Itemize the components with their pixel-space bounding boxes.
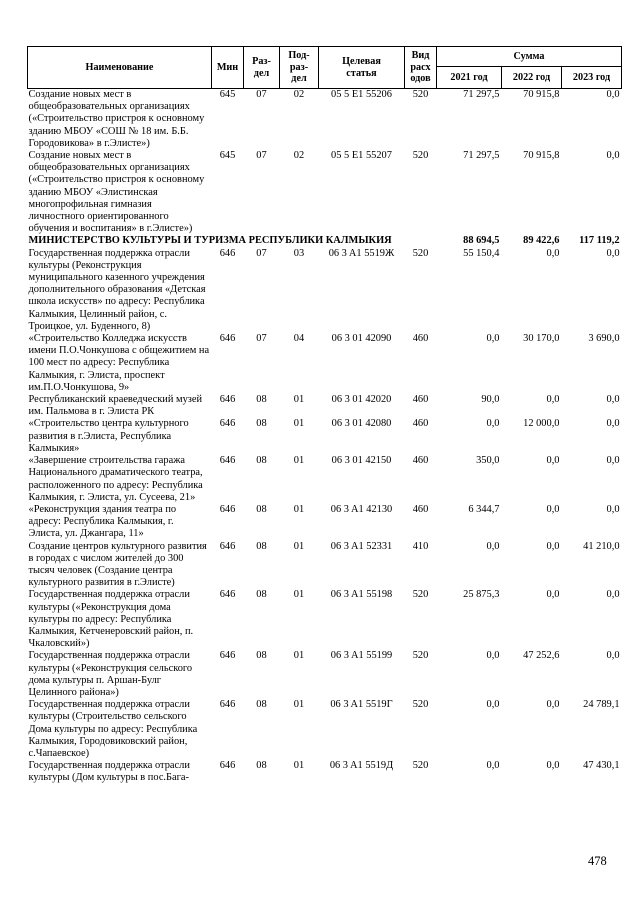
cell-name: Государственная поддержка отрасли культуры («Реконструкция сельского дома культуры п. Аршан-Булг Целинного района»)	[28, 650, 193, 698]
cell-name: Государственная поддержка отрасли культуры (Реконструкция муниципального казенного учреждения дополнительного образования «Детская школа искусств» по адресу: Республика Калмыкия, Целинный район, с. Троицкое, ул. Буденного, 8)	[28, 247, 206, 332]
cell-subsection: 03	[293, 247, 305, 259]
cell-type: 520	[412, 589, 429, 601]
cell-subsection: 01	[293, 455, 305, 467]
cell-min: 645	[219, 89, 236, 100]
table-row	[28, 248, 622, 333]
ministry-name: МИНИСТЕРСТВО КУЛЬТУРЫ И ТУРИЗМА РЕСПУБЛИКИ КАЛМЫКИЯ	[28, 235, 392, 247]
cell-y2022: 89 422,6	[523, 235, 560, 247]
table-row	[28, 418, 622, 455]
cell-y2021: 0,0	[486, 540, 500, 552]
cell-y2021: 0,0	[486, 699, 500, 711]
cell-y2023: 24 789,1	[583, 699, 620, 711]
cell-y2021: 90,0	[481, 394, 500, 406]
cell-section: 07	[256, 247, 267, 259]
header-target: Целевая статья	[319, 47, 405, 89]
cell-y2022: 70 915,8	[523, 150, 560, 162]
cell-min: 646	[219, 394, 236, 406]
cell-y2022: 0,0	[546, 589, 560, 601]
cell-y2022: 0,0	[546, 455, 560, 467]
cell-y2023: 3 690,0	[588, 333, 620, 345]
cell-y2023: 0,0	[606, 503, 620, 515]
header-sum: Сумма	[437, 47, 622, 67]
table-body	[28, 89, 622, 785]
cell-y2023: 0,0	[606, 650, 620, 662]
cell-target: 06 3 A1 55198	[330, 589, 393, 601]
cell-name: «Строительство Колледжа искусств имени П.О.Чонкушова с общежитием на 100 мест по адресу: Республика Калмыкия, г. Элиста, проспект им.П.О.Чонкушова, 9»	[28, 333, 210, 393]
cell-subsection: 04	[293, 333, 305, 345]
header-name: Наименование	[28, 47, 212, 89]
header-subsection: Под- раз- дел	[280, 47, 319, 89]
cell-type: 520	[412, 699, 429, 711]
cell-y2022: 0,0	[546, 540, 560, 552]
cell-y2023: 0,0	[606, 589, 620, 601]
cell-y2023: 41 210,0	[583, 540, 620, 552]
cell-y2021: 0,0	[486, 650, 500, 662]
cell-min: 645	[219, 150, 236, 162]
cell-y2022: 0,0	[546, 699, 560, 711]
cell-y2021: 0,0	[486, 418, 500, 430]
cell-type: 520	[412, 150, 429, 162]
cell-target: 06 3 01 42090	[331, 333, 392, 345]
cell-min: 646	[219, 540, 236, 552]
cell-name: Создание центров культурного развития в городах с числом жителей до 300 тысяч человек (Создание центра культурного развития в г.Элисте)	[28, 540, 207, 589]
cell-subsection: 01	[293, 589, 305, 601]
cell-name: Государственная поддержка отрасли культуры (Строительство сельского Дома культуры по адресу: Республика Калмыкия, Городовиковский район, с.Чапаевское)	[28, 699, 198, 759]
cell-name: Государственная поддержка отрасли культуры (Дом культуры в пос.Бага-	[28, 760, 190, 784]
cell-y2022: 30 170,0	[523, 333, 560, 345]
cell-section: 08	[256, 589, 267, 601]
cell-y2022: 12 000,0	[523, 418, 560, 430]
cell-section: 08	[256, 455, 267, 467]
cell-type: 460	[412, 503, 429, 515]
header-type: Вид расх одов	[405, 47, 437, 89]
cell-section: 08	[256, 760, 267, 772]
cell-y2022: 0,0	[546, 760, 560, 772]
cell-y2022: 70 915,8	[523, 89, 560, 100]
cell-section: 08	[256, 503, 267, 515]
cell-type: 460	[412, 333, 429, 345]
cell-target: 06 3 A1 52331	[330, 540, 393, 552]
cell-section: 08	[256, 699, 267, 711]
cell-section: 08	[256, 418, 267, 430]
cell-subsection: 02	[293, 89, 305, 100]
cell-target: 06 3 A1 55199	[330, 650, 393, 662]
cell-type: 520	[412, 89, 429, 100]
cell-target: 06 3 A1 5519Г	[330, 699, 393, 711]
table-row	[28, 760, 622, 784]
cell-min: 646	[219, 418, 236, 430]
cell-y2022: 0,0	[546, 394, 560, 406]
cell-subsection: 01	[293, 418, 305, 430]
cell-y2021: 71 297,5	[463, 150, 500, 162]
cell-target: 06 3 A1 5519Ж	[328, 247, 395, 259]
cell-min: 646	[219, 503, 236, 515]
cell-type: 520	[412, 247, 429, 259]
cell-section: 08	[256, 394, 267, 406]
table-row	[28, 333, 622, 394]
table-row	[28, 504, 622, 541]
cell-target: 06 3 A1 42130	[330, 503, 393, 515]
cell-name: «Завершение строительства гаража Национального драматического театра, расположенного по адресу: Республика Калмыкия, г. Элиста, ул. Сусеева, 21»	[28, 455, 203, 503]
table-row	[28, 150, 622, 235]
table-row	[28, 541, 622, 590]
ministry-row	[28, 235, 622, 247]
cell-type: 520	[412, 650, 429, 662]
table-row	[28, 650, 622, 699]
cell-y2021: 55 150,4	[463, 247, 500, 259]
cell-type: 520	[412, 760, 429, 772]
cell-subsection: 01	[293, 760, 305, 772]
cell-target: 06 3 A1 5519Д	[329, 760, 394, 772]
cell-y2023: 0,0	[606, 150, 620, 162]
cell-type: 460	[412, 455, 429, 467]
table-row	[28, 89, 622, 151]
cell-min: 646	[219, 247, 236, 259]
cell-section: 07	[256, 333, 267, 345]
cell-target: 06 3 01 42150	[331, 455, 392, 467]
cell-y2023: 117 119,2	[579, 235, 620, 247]
header-2022: 2022 год	[502, 67, 562, 89]
cell-min: 646	[219, 333, 236, 345]
header-2023: 2023 год	[562, 67, 622, 89]
cell-min: 646	[219, 455, 236, 467]
cell-name: Создание новых мест в общеобразовательных организациях («Строительство пристроя к основному зданию МБОУ «Элистинская многопрофильная гимназия личностного ориентированного обучения и воспитания» в г.Элисте»)	[28, 150, 205, 235]
cell-y2023: 0,0	[606, 247, 620, 259]
cell-min: 646	[219, 760, 236, 772]
cell-y2021: 0,0	[486, 760, 500, 772]
cell-name: Государственная поддержка отрасли культуры («Реконструкция дома культуры по адресу: Республика Калмыкия, Кетченеровский район, п. Чкаловский»)	[28, 589, 194, 650]
cell-y2021: 350,0	[476, 455, 500, 467]
cell-y2023: 0,0	[606, 89, 620, 100]
cell-y2021: 88 694,5	[463, 235, 500, 247]
cell-subsection: 01	[293, 650, 305, 662]
cell-name: «Реконструкция здания театра по адресу: Республика Калмыкия, г. Элиста, ул. Джангара, 11»	[28, 503, 177, 540]
cell-type: 460	[412, 418, 429, 430]
table-row	[28, 699, 622, 760]
cell-min: 646	[219, 589, 236, 601]
cell-type: 460	[412, 394, 429, 406]
cell-target: 05 5 E1 55207	[331, 150, 392, 162]
cell-y2023: 47 430,1	[583, 760, 620, 772]
cell-target: 06 3 01 42080	[331, 418, 392, 430]
cell-name: Республиканский краеведческий музей им. Пальмова в г. Элиста РК	[28, 394, 203, 418]
cell-y2021: 25 875,3	[463, 589, 500, 601]
cell-y2022: 0,0	[546, 247, 560, 259]
cell-subsection: 01	[293, 394, 305, 406]
table-row	[28, 455, 622, 504]
cell-name: «Строительство центра культурного развития в г.Элиста, Республика Калмыкия»	[28, 418, 189, 454]
cell-y2023: 0,0	[606, 455, 620, 467]
page-number: 478	[588, 854, 607, 868]
cell-section: 08	[256, 540, 267, 552]
table-row	[28, 589, 622, 650]
cell-subsection: 01	[293, 503, 305, 515]
cell-subsection: 01	[293, 699, 305, 711]
cell-y2022: 47 252,6	[523, 650, 560, 662]
budget-table-page	[27, 46, 621, 785]
cell-section: 07	[256, 150, 267, 162]
table-row	[28, 394, 622, 418]
cell-y2021: 0,0	[486, 333, 500, 345]
cell-subsection: 01	[293, 540, 305, 552]
cell-y2022: 0,0	[546, 503, 560, 515]
budget-table	[27, 46, 622, 785]
header-section: Раз- дел	[244, 47, 280, 89]
cell-section: 07	[256, 89, 267, 100]
cell-y2021: 71 297,5	[463, 89, 500, 100]
cell-target: 06 3 01 42020	[331, 394, 392, 406]
cell-y2023: 0,0	[606, 394, 620, 406]
cell-name: Создание новых мест в общеобразовательных организациях («Строительство пристроя к основному зданию МБОУ «СОШ № 18 им. Б.Б. Городовикова» в г.Элисте»)	[28, 89, 205, 149]
cell-subsection: 02	[293, 150, 305, 162]
cell-min: 646	[219, 699, 236, 711]
cell-y2023: 0,0	[606, 418, 620, 430]
cell-target: 05 5 E1 55206	[331, 89, 392, 100]
header-min: Мин	[212, 47, 244, 89]
cell-y2021: 6 344,7	[468, 503, 500, 515]
cell-min: 646	[219, 650, 236, 662]
cell-section: 08	[256, 650, 267, 662]
header-2021: 2021 год	[437, 67, 502, 89]
cell-type: 410	[412, 540, 429, 552]
